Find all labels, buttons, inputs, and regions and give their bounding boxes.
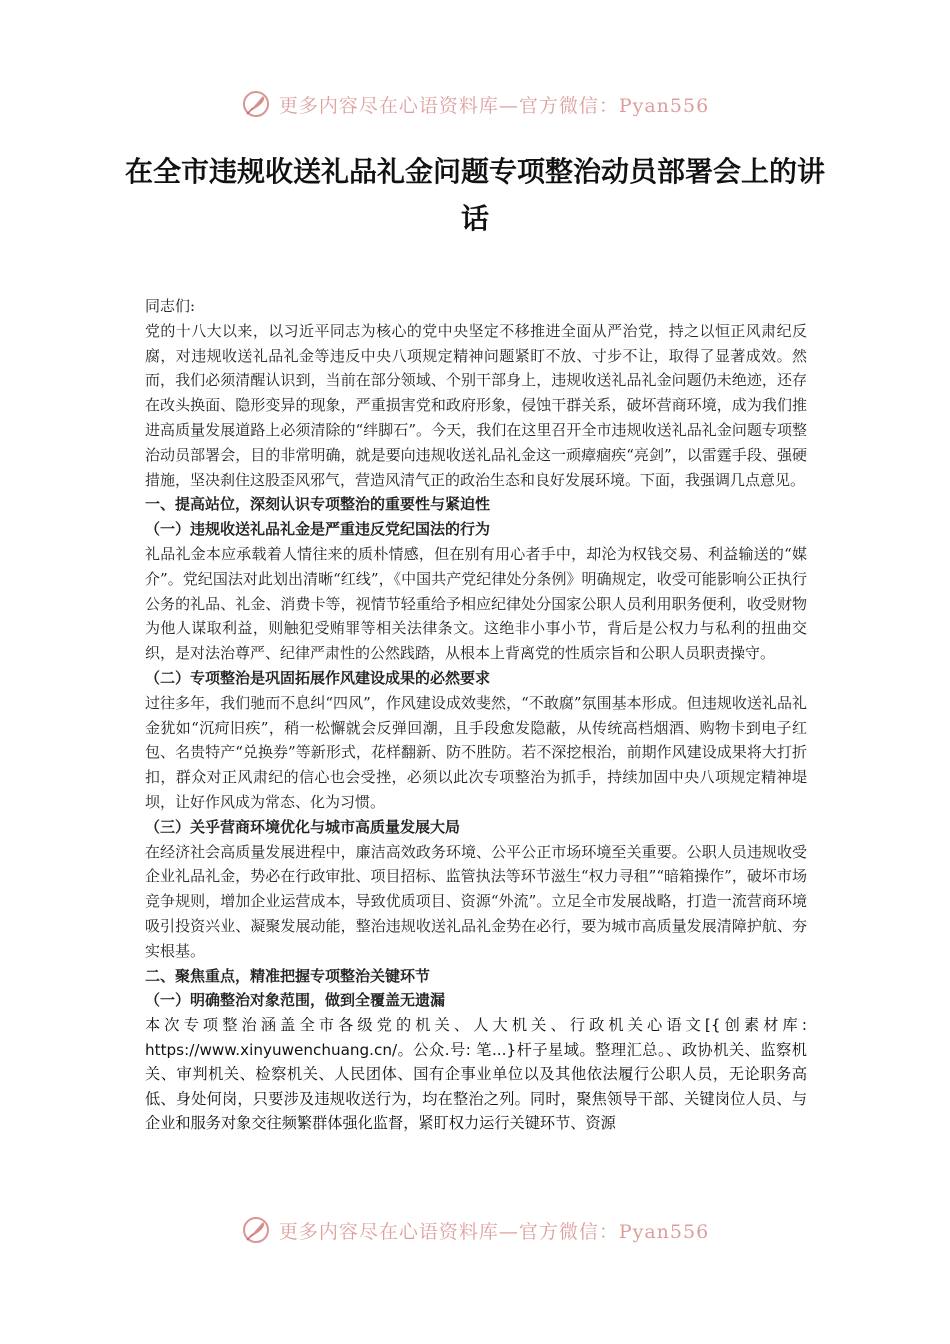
- paragraph-2-1: 本次专项整治涵盖全市各级党的机关、人大机关、行政机关心语文[{创素材库: https://www.xinyuwenchuang.cn/。公众.号: 笔...}杆子星域。整理汇总。、政协机关、监察机关、审判机关、检察机关、人民团体、国有企事业单位以及其他依法履行公职人员，无论职务高低、身处何岗，只要涉及违规收送行为，均在整治之列。同时，聚焦领导干部、关键岗位人员、与企业和服务对象交往频繁群体强化监督，紧盯权力运行关键环节、资源: [145, 1016, 807, 1133]
- section-heading-1: 一、提高站位，深刻认识专项整治的重要性与紧迫性: [145, 495, 491, 514]
- subsection-heading-2-1: （一）明确整治对象范围，做到全覆盖无遗漏: [145, 991, 446, 1010]
- intro-paragraph: 党的十八大以来，以习近平同志为核心的党中央坚定不移推进全面从严治党，持之以恒正风肃纪反腐，对违规收送礼品礼金等违反中央八项规定精神问题紧盯不放、寸步不让，取得了显著成效。然而，我们必须清醒认识到，当前在部分领域、个别干部身上，违规收送礼品礼金问题仍未绝迹，还存在改头换面、隐形变异的现象，严重损害党和政府形象，侵蚀干群关系，破坏营商环境，成为我们推进高质量发展道路上必须清除的“绊脚石”。今天，我们在这里召开全市违规收送礼品礼金问题专项整治动员部署会，目的非常明确，就是要向违规收送礼品礼金这一顽瘴痼疾“亮剑”，以雷霆手段、强硬措施，坚决刹住这股歪风邪气，营造风清气正的政治生态和良好发展环境。下面，我强调几点意见。: [145, 321, 807, 489]
- paragraph-1-1: 礼品礼金本应承载着人情往来的质朴情感，但在别有用心者手中，却沦为权钱交易、利益输送的“媒介”。党纪国法对此划出清晰“红线”，《中国共产党纪律处分条例》明确规定，收受可能影响公正执行公务的礼品、礼金、消费卡等，视情节轻重给予相应纪律处分国家公职人员利用职务便利，收受财物为他人谋取利益，则触犯受贿罪等相关法律条文。这绝非小事小节，背后是公权力与私利的扭曲交织，是对法治尊严、纪律严肃性的公然践踏，从根本上背离党的性质宗旨和公职人员职责操守。: [145, 544, 807, 663]
- salutation: 同志们:: [145, 297, 196, 315]
- watermark-text: 更多内容尽在心语资料库—官方微信：Pyan556: [278, 1220, 710, 1243]
- watermark-text: 更多内容尽在心语资料库—官方微信：Pyan556: [278, 94, 710, 117]
- section-heading-2: 二、聚焦重点，精准把握专项整治关键环节: [145, 966, 431, 985]
- paragraph-1-3: 在经济社会高质量发展进程中，廉洁高效政务环境、公平公正市场环境至关重要。公职人员违规收受企业礼品礼金，势必在行政审批、项目招标、监管执法等环节滋生“权力寻租”“暗箱操作”，破坏市场竞争规则，增加企业运营成本，导致优质项目、资源“外流”。立足全市发展战略，打造一流营商环境吸引投资兴业、凝聚发展动能，整治违规收送礼品礼金势在必行，要为城市高质量发展清障护航、夯实根基。: [145, 842, 807, 960]
- footer-watermark-banner: [0, 1210, 950, 1250]
- feather-pen-logo-icon: [241, 1215, 271, 1245]
- subsection-heading-1-1: （一）违规收送礼品礼金是严重违反党纪国法的行为: [145, 520, 491, 539]
- document-title: 在全市违规收送礼品礼金问题专项整治动员部署会上的讲话: [124, 155, 825, 235]
- document-body: [145, 294, 807, 1136]
- header-watermark-banner: [0, 84, 950, 124]
- subsection-heading-1-2: （二）专项整治是巩固拓展作风建设成果的必然要求: [145, 668, 491, 687]
- subsection-heading-1-3: （三）关乎营商环境优化与城市高质量发展大局: [145, 817, 461, 836]
- feather-pen-logo-icon: [241, 89, 271, 119]
- paragraph-1-2: 过往多年，我们驰而不息纠“四风”，作风建设成效斐然，“不敢腐”氛围基本形成。但违规收送礼品礼金犹如“沉疴旧疾”，稍一松懈就会反弹回潮，且手段愈发隐蔽，从传统高档烟酒、购物卡到电子红包、名贵特产“兑换券”等新形式，花样翻新、防不胜防。若不深挖根治，前期作风建设成果将大打折扣，群众对正风肃纪的信心也会受挫，必须以此次专项整治为抓手，持续加固中央八项规定精神堤坝，让好作风成为常态、化为习惯。: [145, 693, 807, 811]
